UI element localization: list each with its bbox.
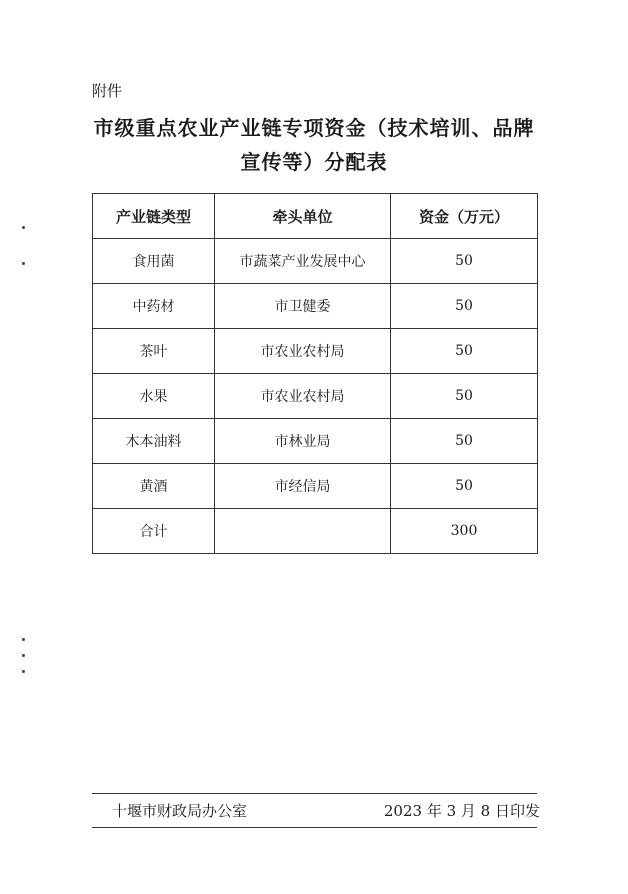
cell-total-label: 合计 bbox=[93, 509, 215, 554]
cell-funds: 50 bbox=[391, 284, 538, 329]
header-lead-unit: 牵头单位 bbox=[215, 194, 391, 239]
cell-funds: 50 bbox=[391, 464, 538, 509]
table-row bbox=[93, 239, 538, 284]
cell-industry: 食用菌 bbox=[93, 239, 215, 284]
cell-industry: 茶叶 bbox=[93, 329, 215, 374]
table-header-row bbox=[93, 194, 538, 239]
cell-industry: 黄酒 bbox=[93, 464, 215, 509]
cell-total-empty bbox=[215, 509, 391, 554]
header-industry-chain-type: 产业链类型 bbox=[93, 194, 215, 239]
cell-lead-unit: 市经信局 bbox=[215, 464, 391, 509]
binding-hole-mark bbox=[22, 226, 25, 229]
footer-bottom-rule bbox=[92, 827, 537, 828]
binding-hole-mark bbox=[22, 262, 25, 265]
footer-issue-date: 2023 年 3 月 8 日印发 bbox=[383, 802, 540, 820]
cell-lead-unit: 市卫健委 bbox=[215, 284, 391, 329]
cell-industry: 水果 bbox=[93, 374, 215, 419]
cell-industry: 中药材 bbox=[93, 284, 215, 329]
document-title-line-1: 市级重点农业产业链专项资金（技术培训、品牌 bbox=[93, 116, 535, 140]
table-row bbox=[93, 464, 538, 509]
allocation-table bbox=[92, 193, 538, 554]
binding-hole-mark bbox=[22, 654, 25, 657]
cell-total-funds: 300 bbox=[391, 509, 538, 554]
cell-lead-unit: 市农业农村局 bbox=[215, 329, 391, 374]
cell-lead-unit: 市林业局 bbox=[215, 419, 391, 464]
table-row bbox=[93, 374, 538, 419]
table-row bbox=[93, 284, 538, 329]
total-row bbox=[93, 509, 538, 554]
document-title-line-2: 宣传等）分配表 bbox=[240, 150, 388, 174]
cell-funds: 50 bbox=[391, 374, 538, 419]
cell-funds: 50 bbox=[391, 329, 538, 374]
table-row bbox=[93, 419, 538, 464]
cell-funds: 50 bbox=[391, 419, 538, 464]
table-row bbox=[93, 329, 538, 374]
footer-top-rule bbox=[92, 793, 537, 794]
binding-hole-mark bbox=[22, 638, 25, 641]
binding-hole-mark bbox=[22, 670, 25, 673]
attachment-label: 附件 bbox=[92, 82, 123, 100]
cell-lead-unit: 市蔬菜产业发展中心 bbox=[215, 239, 391, 284]
footer-issuer: 十堰市财政局办公室 bbox=[112, 802, 248, 820]
cell-funds: 50 bbox=[391, 239, 538, 284]
cell-industry: 木本油料 bbox=[93, 419, 215, 464]
header-funds: 资金（万元） bbox=[391, 194, 538, 239]
cell-lead-unit: 市农业农村局 bbox=[215, 374, 391, 419]
